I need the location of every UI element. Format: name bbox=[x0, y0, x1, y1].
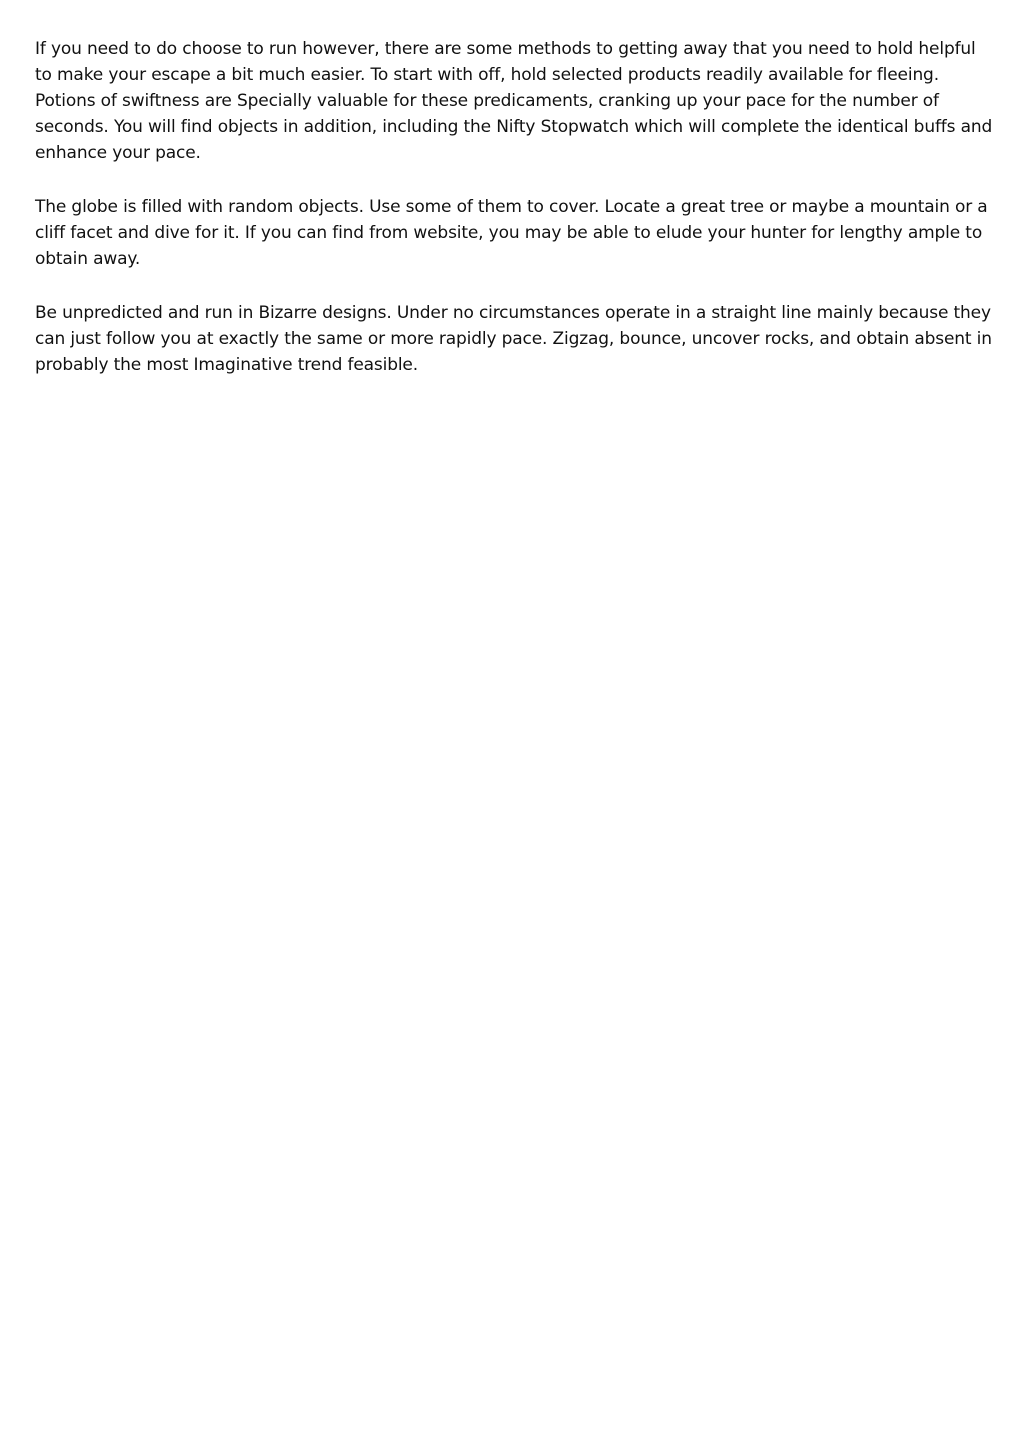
paragraph-escape-methods: If you need to do choose to run however, there are some methods to getting away that you need to hold helpful to make your escape a bit much easier. To start with off, hold selected products readily available for fleeing. Potions of swiftness are Specially valuable for these predicaments, cranking up your pace for the number of seconds. You will find objects in addition, including the Nifty Stopwatch which will complete the identical buffs and enhance your pace. bbox=[35, 39, 993, 163]
paragraph-unpredictable-running: Be unpredicted and run in Bizarre designs. Under no circumstances operate in a straight line mainly because they can just follow you at exactly the same or more rapidly pace. Zigzag, bounce, uncover rocks, and obtain absent in probably the most Imaginative trend feasible. bbox=[35, 303, 992, 375]
paragraph-hiding: The globe is filled with random objects. Use some of them to cover. Locate a great tree or maybe a mountain or a cliff facet and dive for it. If you can find from website, you may be able to elude your hunter for lengthy ample to obtain away. bbox=[35, 197, 988, 269]
document-page bbox=[35, 36, 995, 406]
